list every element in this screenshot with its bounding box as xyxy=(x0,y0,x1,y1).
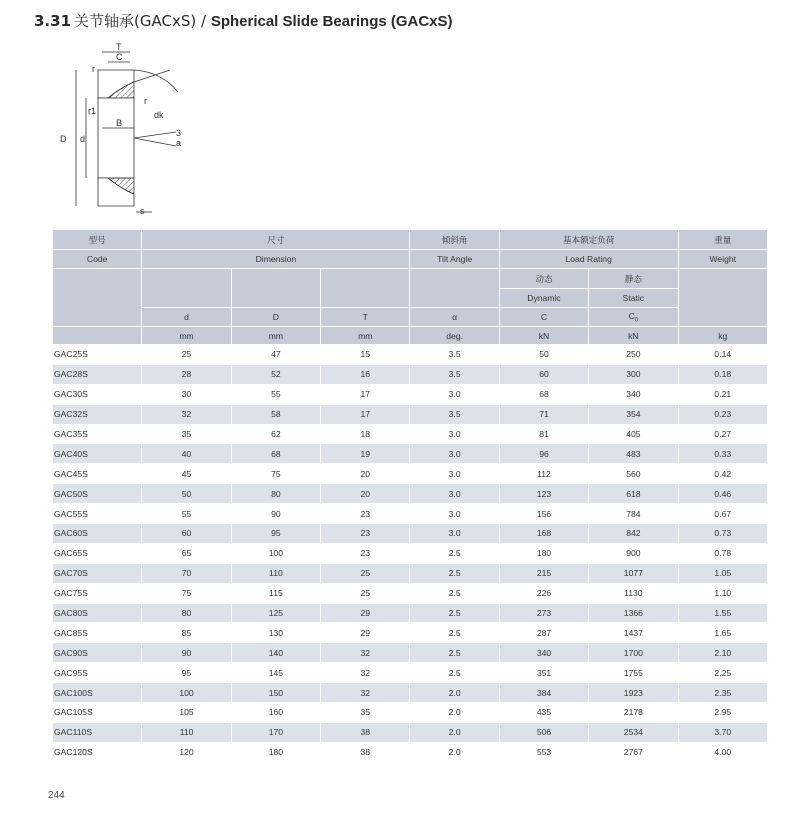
label-dk: dk xyxy=(154,110,164,120)
label-r1: r1 xyxy=(88,106,97,116)
cell-C0: 1923 xyxy=(589,683,677,702)
cell-weight: 1.65 xyxy=(714,627,732,638)
cell-alpha: 2.5 xyxy=(410,564,498,583)
cell-D: 68 xyxy=(232,444,320,463)
cell-D: 110 xyxy=(232,564,320,583)
cell-T: 29 xyxy=(321,604,409,623)
cell-weight: 0.67 xyxy=(714,508,732,519)
label-B: B xyxy=(116,118,123,128)
cell-C: 112 xyxy=(537,468,551,479)
cell-C0: 2767 xyxy=(623,747,643,758)
cell-code: GAC28S xyxy=(53,365,141,384)
cell-code: GAC75S xyxy=(54,588,88,599)
cell-T: 35 xyxy=(360,707,371,718)
bearing-diagram xyxy=(52,42,202,222)
header-dimension-cn: 尺寸 xyxy=(142,230,409,249)
cell-C0: 340 xyxy=(626,389,641,400)
table-row xyxy=(53,444,767,463)
cell-C0: 900 xyxy=(626,548,641,559)
header-load-en: Load Rating xyxy=(500,250,678,268)
cell-d: 45 xyxy=(181,468,192,479)
cell-code: GAC85S xyxy=(54,627,88,638)
header-tilt-en: Tilt Angle xyxy=(410,250,498,268)
cell-weight: 0.14 xyxy=(714,349,732,360)
cell-alpha: 2.5 xyxy=(410,604,498,623)
cell-weight: 0.18 xyxy=(679,365,767,384)
cell-D: 52 xyxy=(232,365,320,384)
header-blank-d xyxy=(142,269,230,307)
header-dimension-en: Dimension xyxy=(142,250,409,268)
cell-C: 60 xyxy=(500,365,588,384)
label-r-right: r xyxy=(144,96,147,106)
header-blank-alpha xyxy=(410,269,498,307)
cell-D: 115 xyxy=(269,588,283,599)
cell-d: 110 xyxy=(142,723,230,742)
header-unit-T: mm xyxy=(321,327,409,344)
cell-weight: 1.10 xyxy=(714,588,732,599)
cell-C0: 1366 xyxy=(589,604,677,623)
cell-C0: 405 xyxy=(626,429,641,439)
header-dynamic-cn: 动态 xyxy=(500,269,588,288)
cell-T: 23 xyxy=(360,548,371,559)
cell-C0: 842 xyxy=(589,524,677,543)
cell-d: 40 xyxy=(142,444,230,463)
cell-C: 287 xyxy=(536,627,552,638)
header-static-cn: 静态 xyxy=(589,269,677,288)
header-symbol-alpha: α xyxy=(410,308,498,326)
cell-d: 95 xyxy=(181,667,192,678)
cell-T: 38 xyxy=(360,747,371,758)
cell-D: 130 xyxy=(268,627,284,638)
cell-d: 35 xyxy=(181,429,192,439)
label-C: C xyxy=(116,52,123,62)
header-unit-d: mm xyxy=(142,327,230,344)
cell-weight: 2.95 xyxy=(714,707,732,718)
table-row xyxy=(53,643,767,662)
cell-weight: 1.05 xyxy=(679,564,767,583)
cell-T: 32 xyxy=(321,683,409,702)
cell-alpha: 3.0 xyxy=(448,508,461,519)
cell-code: GAC60S xyxy=(53,524,141,543)
label-d: d xyxy=(80,134,86,144)
label-D: D xyxy=(60,134,67,144)
cell-T: 32 xyxy=(360,667,371,678)
cell-alpha: 2.5 xyxy=(410,643,498,662)
header-static-en: Static xyxy=(589,289,677,307)
cell-code: GAC35S xyxy=(54,429,88,439)
table-row xyxy=(53,723,767,742)
cell-d: 32 xyxy=(142,405,230,424)
cell-C0: 2534 xyxy=(589,723,677,742)
cell-code: GAC40S xyxy=(53,444,141,463)
cell-C: 351 xyxy=(536,667,552,678)
label-r-top: r xyxy=(92,64,95,74)
cell-weight: 0.46 xyxy=(679,484,767,503)
cell-d: 28 xyxy=(142,365,230,384)
cell-D: 62 xyxy=(271,429,281,439)
table-row xyxy=(53,425,767,444)
cell-alpha: 3.0 xyxy=(448,389,461,400)
label-s: s xyxy=(140,206,145,216)
cell-weight: 0.23 xyxy=(679,405,767,424)
cell-D: 150 xyxy=(232,683,320,702)
header-code-blank xyxy=(53,269,141,326)
header-weight-cn: 重量 xyxy=(679,230,767,249)
cell-alpha: 3.0 xyxy=(410,444,498,463)
cell-alpha: 3.0 xyxy=(448,468,461,479)
table-row xyxy=(53,584,767,603)
cell-C: 96 xyxy=(500,444,588,463)
header-symbol-d: d xyxy=(142,308,230,326)
table-body xyxy=(53,345,767,762)
cell-C: 435 xyxy=(536,707,552,718)
cell-T: 25 xyxy=(321,564,409,583)
cell-D: 80 xyxy=(232,484,320,503)
header-symbol-C0-sub: 0 xyxy=(634,317,639,324)
cell-alpha: 2.5 xyxy=(448,588,461,599)
header-symbol-C: C xyxy=(500,308,588,326)
cell-code: GAC95S xyxy=(54,667,88,678)
cell-d: 105 xyxy=(179,707,194,718)
cell-d: 120 xyxy=(179,747,194,758)
header-unit-weight: kg xyxy=(679,327,767,344)
header-symbol-D: D xyxy=(232,308,320,326)
cell-C0: 2178 xyxy=(623,707,643,718)
cell-T: 17 xyxy=(360,389,371,400)
cell-code: GAC65S xyxy=(54,548,88,559)
cell-C: 123 xyxy=(500,484,588,503)
cell-C: 215 xyxy=(500,564,588,583)
cell-d: 90 xyxy=(142,643,230,662)
cell-C0: 300 xyxy=(589,365,677,384)
cell-code: GAC70S xyxy=(53,564,141,583)
header-unit-C: kN xyxy=(500,327,588,344)
cell-weight: 0.21 xyxy=(714,389,732,400)
cell-C0: 483 xyxy=(589,444,677,463)
header-load-cn: 基本额定负荷 xyxy=(500,230,678,249)
cell-alpha: 3.5 xyxy=(448,349,461,360)
table-row xyxy=(53,365,767,384)
cell-T: 32 xyxy=(321,643,409,662)
page-number: 244 xyxy=(48,790,65,801)
cell-D: 170 xyxy=(232,723,320,742)
cell-weight: 2.10 xyxy=(679,643,767,662)
cell-T: 38 xyxy=(321,723,409,742)
table-row xyxy=(53,524,767,543)
table-row xyxy=(53,604,767,623)
cell-weight: 4.00 xyxy=(714,747,732,758)
title-en: Spherical Slide Bearings (GACxS) xyxy=(210,13,453,30)
cell-D: 125 xyxy=(232,604,320,623)
cell-alpha: 3.0 xyxy=(410,524,498,543)
cell-C: 71 xyxy=(500,405,588,424)
cell-C: 226 xyxy=(536,588,552,599)
header-code-en: Code xyxy=(53,250,141,268)
cell-C0: 560 xyxy=(626,468,641,479)
cell-D: 90 xyxy=(271,508,281,519)
table-row xyxy=(53,663,767,682)
cell-C0: 1700 xyxy=(589,643,677,662)
header-code-cn: 型号 xyxy=(53,230,141,249)
cell-C: 340 xyxy=(500,643,588,662)
cell-T: 20 xyxy=(360,468,371,479)
cell-C: 506 xyxy=(500,723,588,742)
cell-d: 55 xyxy=(181,508,192,519)
cell-code: GAC100S xyxy=(53,683,141,702)
cell-weight: 0.42 xyxy=(714,468,732,479)
cell-weight: 0.27 xyxy=(714,429,732,439)
spec-table xyxy=(52,229,768,763)
cell-alpha: 2.0 xyxy=(448,747,461,758)
table-row xyxy=(53,743,767,762)
table-row xyxy=(53,345,767,364)
title-cn: 关节轴承(GACxS) / xyxy=(74,12,211,30)
cell-weight: 0.73 xyxy=(679,524,767,543)
table-row xyxy=(53,683,767,702)
header-symbol-T: T xyxy=(321,308,409,326)
cell-T: 23 xyxy=(321,524,409,543)
cell-d: 70 xyxy=(142,564,230,583)
cell-C0: 354 xyxy=(589,405,677,424)
header-tilt-cn: 倾斜角 xyxy=(410,230,498,249)
cell-code: GAC32S xyxy=(53,405,141,424)
cell-weight: 0.33 xyxy=(679,444,767,463)
cell-d: 60 xyxy=(142,524,230,543)
cell-D: 145 xyxy=(268,667,284,678)
header-dynamic-en: Dynamic xyxy=(500,289,588,307)
cell-T: 25 xyxy=(360,588,371,599)
cell-C0: 1437 xyxy=(623,627,643,638)
header-weight-en: Weight xyxy=(679,250,767,268)
cell-alpha: 2.5 xyxy=(448,667,461,678)
label-a: a xyxy=(176,138,182,148)
cell-D: 58 xyxy=(232,405,320,424)
cell-alpha: 2.0 xyxy=(410,683,498,702)
cell-alpha: 2.5 xyxy=(448,548,461,559)
cell-T: 29 xyxy=(360,627,371,638)
cell-alpha: 3.0 xyxy=(448,429,461,439)
header-weight-blank xyxy=(679,269,767,326)
cell-d: 50 xyxy=(142,484,230,503)
cell-alpha: 2.0 xyxy=(410,723,498,742)
cell-code: GAC80S xyxy=(53,604,141,623)
cell-C: 50 xyxy=(539,349,549,360)
cell-T: 15 xyxy=(360,349,371,360)
cell-C0: 250 xyxy=(626,349,641,360)
cell-code: GAC110S xyxy=(53,723,141,742)
cell-d: 65 xyxy=(181,548,192,559)
table-row xyxy=(53,504,767,523)
cell-d: 30 xyxy=(181,389,192,400)
table-row xyxy=(53,484,767,503)
cell-code: GAC30S xyxy=(54,389,88,400)
header-unit-code-blank xyxy=(53,327,141,344)
cell-D: 75 xyxy=(271,468,281,479)
table-row xyxy=(53,405,767,424)
cell-T: 18 xyxy=(360,429,371,439)
table-row xyxy=(53,544,767,563)
cell-D: 180 xyxy=(268,747,284,758)
header-unit-C0: kN xyxy=(589,327,677,344)
cell-code: GAC105S xyxy=(54,707,93,718)
cell-weight: 0.78 xyxy=(714,548,732,559)
label-T: T xyxy=(116,42,122,52)
cell-C: 81 xyxy=(539,429,549,439)
table-row xyxy=(53,464,767,483)
section-number: 3.31 xyxy=(34,12,72,30)
cell-C: 273 xyxy=(500,604,588,623)
header-unit-alpha: deg. xyxy=(410,327,498,344)
cell-code: GAC45S xyxy=(54,468,88,479)
cell-d: 25 xyxy=(181,349,192,360)
table-row xyxy=(53,564,767,583)
cell-C0: 1077 xyxy=(589,564,677,583)
cell-C: 180 xyxy=(536,548,552,559)
cell-d: 85 xyxy=(181,627,192,638)
cell-code: GAC25S xyxy=(54,349,88,360)
cell-T: 20 xyxy=(321,484,409,503)
page-title xyxy=(34,10,453,31)
cell-code: GAC120S xyxy=(54,747,93,758)
cell-d: 75 xyxy=(181,588,192,599)
bearing-cross-section xyxy=(52,42,202,222)
header-symbol-C0-main: C xyxy=(628,310,635,321)
cell-T: 17 xyxy=(321,405,409,424)
cell-C: 68 xyxy=(539,389,549,400)
cell-C0: 1130 xyxy=(624,588,643,599)
cell-D: 47 xyxy=(271,349,281,360)
cell-weight: 1.55 xyxy=(679,604,767,623)
cell-C0: 1755 xyxy=(623,667,643,678)
cell-d: 100 xyxy=(142,683,230,702)
cell-code: GAC55S xyxy=(54,508,88,519)
cell-alpha: 2.0 xyxy=(448,707,461,718)
cell-C: 553 xyxy=(536,747,552,758)
cell-D: 140 xyxy=(232,643,320,662)
cell-d: 80 xyxy=(142,604,230,623)
cell-D: 160 xyxy=(268,707,284,718)
cell-alpha: 3.5 xyxy=(410,405,498,424)
cell-C: 168 xyxy=(500,524,588,543)
cell-C: 156 xyxy=(536,508,552,519)
cell-alpha: 3.0 xyxy=(410,484,498,503)
cell-D: 55 xyxy=(271,389,281,400)
cell-weight: 2.35 xyxy=(679,683,767,702)
cell-alpha: 2.5 xyxy=(448,627,461,638)
header-symbol-C0 xyxy=(589,308,677,326)
cell-alpha: 3.5 xyxy=(410,365,498,384)
label-3: 3 xyxy=(176,128,182,138)
cell-C0: 784 xyxy=(626,508,641,519)
header-blank-T xyxy=(321,269,409,307)
header-unit-D: mm xyxy=(232,327,320,344)
cell-weight: 3.70 xyxy=(679,723,767,742)
header-blank-D xyxy=(232,269,320,307)
table-row xyxy=(53,623,767,642)
cell-D: 100 xyxy=(268,548,284,559)
cell-C: 384 xyxy=(500,683,588,702)
cell-code: GAC50S xyxy=(53,484,141,503)
cell-C0: 618 xyxy=(589,484,677,503)
table-row xyxy=(53,385,767,404)
cell-T: 16 xyxy=(321,365,409,384)
cell-weight: 2.25 xyxy=(714,667,732,678)
cell-code: GAC90S xyxy=(53,643,141,662)
cell-D: 95 xyxy=(232,524,320,543)
cell-T: 19 xyxy=(321,444,409,463)
table-row xyxy=(53,703,767,722)
cell-T: 23 xyxy=(360,508,371,519)
